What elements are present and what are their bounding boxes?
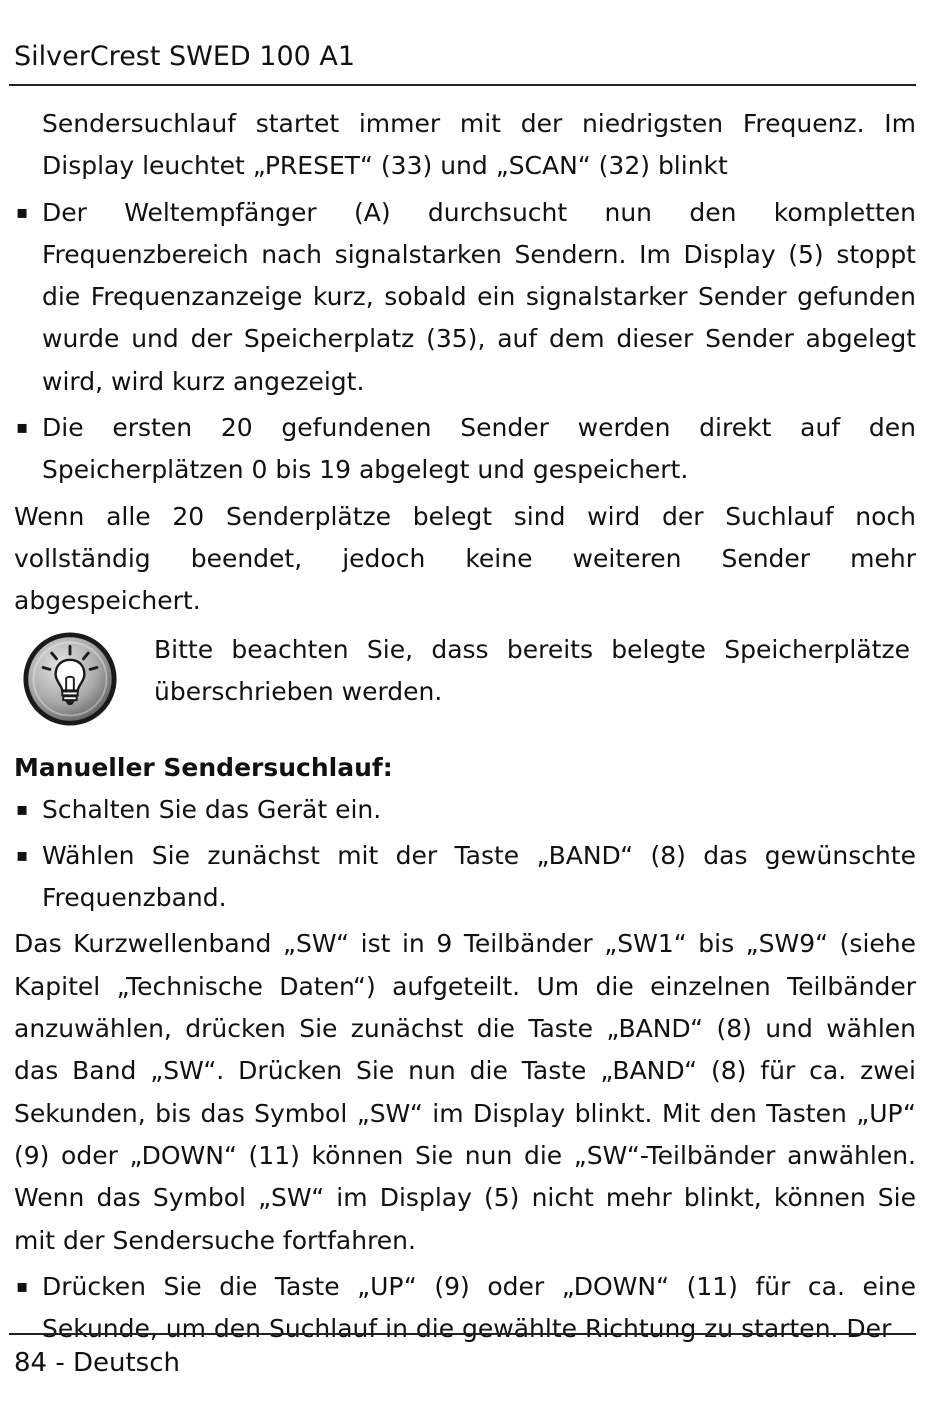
list-item — [14, 789, 916, 831]
bullet-icon: ▪ — [16, 417, 29, 439]
page-content — [14, 103, 916, 1354]
footer-divider — [9, 1333, 916, 1335]
bullet-icon: ▪ — [16, 1275, 29, 1297]
list-item-text: Schalten Sie das Gerät ein. — [42, 794, 382, 824]
list-item — [14, 192, 916, 403]
list-item — [14, 407, 916, 492]
list-item-text: Wählen Sie zunächst mit der Taste „BAND“ (8) das gewünschte Frequenzband. — [42, 840, 916, 913]
bullet-icon: ▪ — [16, 844, 29, 866]
section-heading: Manueller Sendersuchlauf: — [14, 752, 393, 782]
bullet-icon: ▪ — [16, 798, 29, 820]
paragraph-full: Wenn alle 20 Senderplätze belegt sind wird der Suchlauf noch vollständig beendet, jedoch keine weiteren Sender mehr abgespeichert. — [14, 501, 916, 616]
list-item — [14, 1266, 916, 1351]
list-item-text: Drücken Sie die Taste „UP“ (9) oder „DOWN“ (11) für ca. eine Sekunde, um den Suchlauf in die gewählte Richtung zu starten. Der — [42, 1271, 916, 1344]
lightbulb-icon — [22, 631, 118, 727]
list-item-text: Der Weltempfänger (A) durchsucht nun den kompletten Frequenzbereich nach signalstarken Sendern. Im Display (5) stoppt die Frequenzanzeige kurz, sobald ein signalstarker Sender gefunden wurde und der Speicherplatz (35), auf dem dieser Sender abgelegt wird, wird kurz angezeigt. — [42, 197, 916, 396]
list-item-text: Die ersten 20 gefundenen Sender werden direkt auf den Speicherplätzen 0 bis 19 abgelegt und gespeichert. — [42, 413, 916, 485]
intro-continuation: Sendersuchlauf startet immer mit der niedrigsten Frequenz. Im Display leuchtet „PRESET“ (33) und „SCAN“ (32) blinkt — [42, 109, 916, 181]
paragraph-sw: Das Kurzwellenband „SW“ ist in 9 Teilbänder „SW1“ bis „SW9“ (siehe Kapitel „Technische Daten“) aufgeteilt. Um die einzelnen Teilbänder anzuwählen, drücken Sie zunächst die Taste „BAND“ (8) und wählen das Band „SW“. Drücken Sie nun die Taste „BAND“ (8) für ca. zwei Sekunden, bis das Symbol „SW“ im Display blinkt. Mit den Tasten „UP“ (9) oder „DOWN“ (11) können Sie nun die „SW“-Teilbänder anwählen. Wenn das Symbol „SW“ im Display (5) nicht mehr blinkt, können Sie mit der Sendersuche fortfahren. — [14, 929, 916, 1255]
note-box — [14, 629, 916, 727]
header-divider — [9, 84, 916, 86]
bullet-icon: ▪ — [16, 201, 29, 223]
list-item — [14, 835, 916, 920]
note-text: Bitte beachten Sie, dass bereits belegte Speicherplätze überschrieben werden. — [154, 634, 910, 706]
page-header: SilverCrest SWED 100 A1 — [14, 41, 356, 72]
page-footer: 84 - Deutsch — [14, 1348, 181, 1378]
